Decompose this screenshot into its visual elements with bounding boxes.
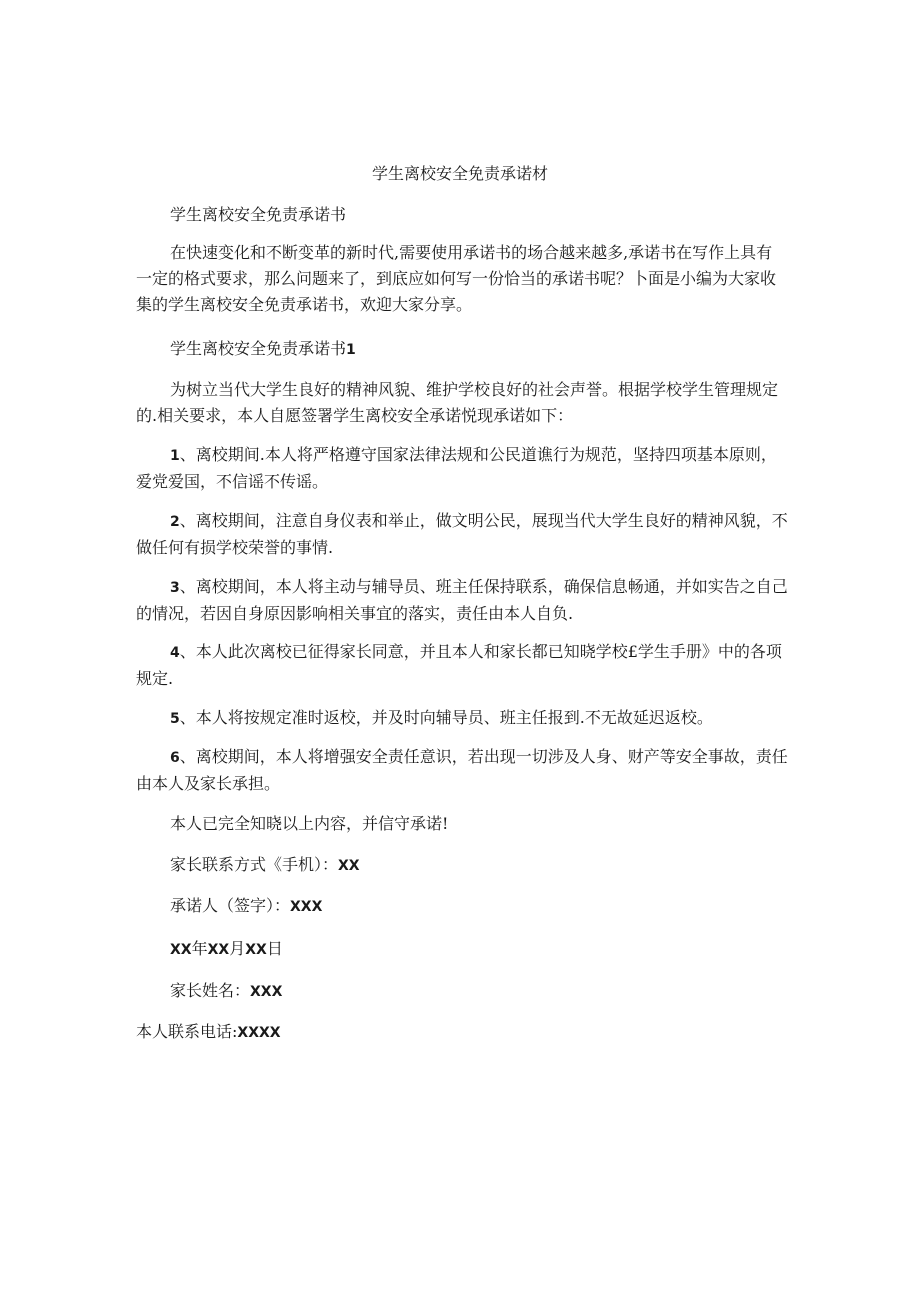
self-phone-value: XXXX — [237, 1025, 281, 1041]
commitment-item-number: 3 — [170, 580, 180, 596]
commitment-item-text: 、离校期间，注意自身仪表和举止，做文明公民，展现当代大学生良好的精神风貌，不做任何有损学校荣誉的事情. — [136, 511, 788, 557]
signer-value: XXX — [290, 899, 323, 915]
date-day-value: XX — [245, 942, 267, 958]
commitment-item-text: 、本人此次离校已征得家长同意，并且本人和家长都已知晓学校£学生手册》中的各项规定. — [136, 642, 782, 688]
commitment-item-number: 6 — [170, 750, 180, 766]
date-day-unit: 日 — [266, 939, 283, 958]
date-month-value: XX — [207, 942, 230, 958]
parent-name-label: 家长姓名： — [170, 981, 251, 1000]
preamble-paragraph: 为树立当代大学生良好的精神风貌、维护学校良好的社会声誉。根据学校学生管理规定的.相关要求，本人自愿签署学生离校安全承诺悦现承诺如下： — [136, 380, 779, 425]
commitment-item-text: 、离校期间.本人将严格遵守国家法律法规和公民道谯行为规范，坚持四项基本原则，爱党爱国，不信谣不传谣。 — [136, 445, 777, 491]
parent-name-line — [170, 980, 282, 1003]
document-title: 学生离校安全免责承诺材 — [371, 164, 548, 183]
acknowledgement-line: 本人已完全知晓以上内容，并信守承诺! — [170, 814, 449, 833]
section-heading-text: 学生离校安全免责承诺书 — [170, 339, 347, 358]
commitment-item-number: 2 — [170, 514, 180, 530]
parent-contact-value: XX — [338, 858, 360, 874]
commitment-item-5 — [136, 705, 788, 732]
self-phone-line — [136, 1021, 281, 1044]
parent-contact-line — [170, 854, 360, 877]
signer-label: 承诺人（签字）： — [170, 896, 291, 915]
parent-contact-label: 家长联系方式《手机）： — [170, 855, 339, 874]
commitment-item-4 — [136, 639, 788, 692]
date-month-unit: 月 — [229, 939, 246, 958]
self-phone-label: 本人联系电话: — [136, 1022, 238, 1041]
commitment-item-text: 、离校期间，本人将增强安全责任意识，若出现一切涉及人身、财产等安全事故，责任由本人及家长承担。 — [136, 747, 788, 793]
commitment-item-1 — [136, 442, 788, 495]
date-year-unit: 年 — [191, 939, 208, 958]
commitment-item-6 — [136, 744, 788, 797]
parent-name-value: XXX — [250, 984, 283, 1000]
signer-line — [170, 895, 322, 918]
intro-paragraph: 在快速变化和不断变革的新时代,需要使用承诺书的场合越来越多,承诺书在写作上具有一定的格式要求，那么问题来了，到底应如何写一份恰当的承诺书呢？卜面是小编为大家收集的学生离校安全免责承诺书，欢迎大家分享。 — [136, 243, 777, 314]
section-heading-number: 1 — [346, 342, 356, 358]
commitment-item-2 — [136, 508, 788, 561]
section-heading — [170, 338, 356, 361]
commitment-item-text: 、本人将按规定准时返校，并及时向辅导员、班主任报到.不无故延迟返校。 — [179, 708, 713, 727]
date-line — [170, 938, 283, 961]
commitment-item-text: 、离校期间，本人将主动与辅导员、班主任保持联系，确保信息畅通，并如实告之自己的情况，若因自身原因影响相关事宜的落实，责任由本人自负. — [136, 577, 788, 623]
document-subtitle: 学生离校安全免责承诺书 — [170, 205, 347, 224]
date-year-value: XX — [170, 942, 192, 958]
commitment-item-number: 1 — [170, 448, 180, 464]
commitment-item-number: 5 — [170, 711, 180, 727]
commitment-item-3 — [136, 574, 788, 627]
commitment-item-number: 4 — [170, 645, 180, 661]
